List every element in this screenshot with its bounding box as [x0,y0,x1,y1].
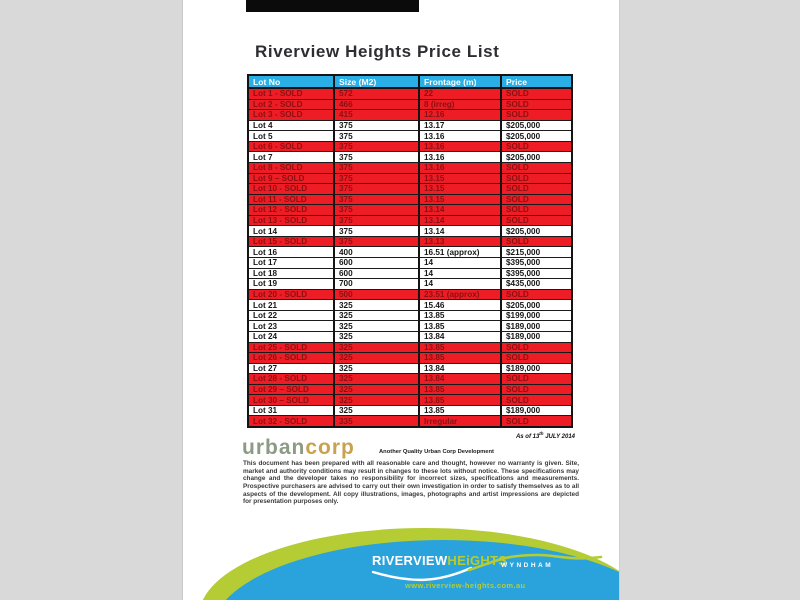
frontage-cell: 14 [420,258,502,268]
size-cell: 375 [335,174,420,184]
frontage-cell: Irregular [420,416,502,426]
size-cell: 375 [335,205,420,215]
size-cell: 466 [335,100,420,110]
table-row [249,237,571,248]
size-cell: 600 [335,258,420,268]
size-cell: 572 [335,89,420,99]
lot-cell: Lot 25 - SOLD [249,343,335,353]
price-cell: SOLD [506,89,529,99]
frontage-cell: 13.14 [420,226,502,236]
table-row [249,195,571,206]
price-cell: SOLD [506,385,529,395]
table-row [249,247,571,258]
scan-artifact-bar [246,0,419,12]
price-cell: $189,000 [506,363,541,373]
column-header-frontage: Frontage (m) [420,76,502,87]
size-cell: 375 [335,226,420,236]
table-row [249,290,571,301]
lot-cell: Lot 4 [249,121,335,131]
lot-cell: Lot 31 [249,406,335,416]
frontage-cell: 14 [420,269,502,279]
price-cell: SOLD [506,205,529,215]
price-cell: SOLD [506,237,529,247]
frontage-cell: 13.14 [420,205,502,215]
frontage-cell: 13.17 [420,121,502,131]
table-row [249,406,571,417]
lot-cell: Lot 9 – SOLD [249,174,335,184]
urbancorp-logo [242,436,355,460]
price-cell: $435,000 [506,279,541,289]
website-url: www.riverview-heights.com.au [405,581,526,590]
size-cell: 325 [335,300,420,310]
lot-cell: Lot 7 [249,152,335,162]
price-cell: SOLD [506,353,529,363]
table-row [249,332,571,343]
price-cell: SOLD [506,142,529,152]
frontage-cell: 13.84 [420,332,502,342]
table-row [249,226,571,237]
lot-cell: Lot 24 [249,332,335,342]
frontage-cell: 8 (irreg) [420,100,502,110]
price-cell: $205,000 [506,152,541,162]
price-cell: SOLD [506,374,529,384]
table-row [249,110,571,121]
table-row [249,258,571,269]
size-cell: 375 [335,152,420,162]
price-cell: $395,000 [506,258,541,268]
size-cell: 375 [335,237,420,247]
frontage-cell: 13.15 [420,195,502,205]
frontage-cell: 13.16 [420,131,502,141]
size-cell: 325 [335,332,420,342]
frontage-cell: 13.13 [420,237,502,247]
frontage-cell: 13.85 [420,385,502,395]
table-row [249,142,571,153]
size-cell: 375 [335,163,420,173]
as-of-superscript: th [539,431,544,436]
lot-cell: Lot 23 [249,321,335,331]
frontage-cell: 13.15 [420,184,502,194]
size-cell: 375 [335,216,420,226]
urbancorp-tagline: Another Quality Urban Corp Development [379,449,494,455]
size-cell: 375 [335,195,420,205]
table-row [249,321,571,332]
column-header-size: Size (M2) [335,76,420,87]
price-cell: SOLD [506,173,529,183]
table-row [249,311,571,322]
table-row [249,163,571,174]
table-row [249,100,571,111]
size-cell: 325 [335,385,420,395]
table-body [249,89,571,426]
lot-cell: Lot 21 [249,300,335,310]
price-cell: $205,000 [506,300,541,310]
price-cell: SOLD [506,342,529,352]
frontage-cell: 13.85 [420,406,502,416]
table-row [249,205,571,216]
frontage-cell: 13.14 [420,216,502,226]
lot-cell: Lot 5 [249,131,335,141]
lot-cell: Lot 19 [249,279,335,289]
lot-cell: Lot 30 – SOLD [249,395,335,405]
size-cell: 375 [335,121,420,131]
frontage-cell: 12.16 [420,110,502,120]
frontage-cell: 13.85 [420,343,502,353]
table-row [249,279,571,290]
lot-cell: Lot 6 - SOLD [249,142,335,152]
table-row [249,216,571,227]
lot-cell: Lot 8 - SOLD [249,163,335,173]
frontage-cell: 13.16 [420,152,502,162]
disclaimer-text: This document has been prepared with all reasonable care and thought, however no warranty is given. Site, market and authority conditions may result in changes to these lots without notice. These specifications may change and the developer takes no responsibility for incorrect sizes, specifications and measurements. Prospective purchasers are advised to carry out their own investigation in order to satisfy themselves as to all aspects of the development. All copy illustrations, images, photographs and artist impressions are depicted for presentation purposes only. [243,460,579,506]
table-row [249,184,571,195]
size-cell: 600 [335,269,420,279]
frontage-cell: 13.85 [420,321,502,331]
table-row [249,395,571,406]
frontage-cell: 13.85 [420,395,502,405]
price-cell: SOLD [506,163,529,173]
column-header-lot-no: Lot No [249,76,335,87]
as-of-suffix: JULY 2014 [543,434,575,440]
lot-cell: Lot 29 – SOLD [249,385,335,395]
size-cell: 335 [335,416,420,426]
lot-cell: Lot 11 - SOLD [249,195,335,205]
size-cell: 500 [335,290,420,300]
lot-cell: Lot 27 [249,364,335,374]
table-row [249,174,571,185]
table-row [249,385,571,396]
table-row [249,353,571,364]
price-cell: SOLD [506,216,529,226]
frontage-cell: 13.16 [420,163,502,173]
lot-cell: Lot 28 - SOLD [249,374,335,384]
size-cell: 325 [335,374,420,384]
table-row [249,300,571,311]
table-row [249,343,571,354]
size-cell: 375 [335,184,420,194]
table-header-row [249,76,571,89]
lot-cell: Lot 13 - SOLD [249,216,335,226]
column-header-price: Price [506,76,528,87]
frontage-cell: 22 [420,89,502,99]
brand-heights: HEiGHTS [447,553,508,568]
size-cell: 325 [335,395,420,405]
size-cell: 325 [335,321,420,331]
size-cell: 325 [335,311,420,321]
price-cell: SOLD [506,395,529,405]
lot-cell: Lot 32 - SOLD [249,416,335,426]
as-of-prefix: As of 13 [515,434,540,440]
size-cell: 400 [335,247,420,257]
size-cell: 325 [335,406,420,416]
table-row [249,416,571,426]
frontage-cell: 13.85 [420,311,502,321]
price-cell: $189,000 [506,406,541,416]
frontage-cell: 13.84 [420,374,502,384]
lot-cell: Lot 12 - SOLD [249,205,335,215]
urbancorp-logo-urban: urban [242,436,306,459]
frontage-cell: 13.15 [420,174,502,184]
price-cell: SOLD [506,110,529,120]
table-row [249,269,571,280]
lot-cell: Lot 18 [249,269,335,279]
price-cell: $189,000 [506,332,541,342]
frontage-cell: 13.84 [420,364,502,374]
brand-riverview: RIVERVIEW [372,553,448,568]
document-page [182,0,620,600]
price-cell: SOLD [506,194,529,204]
price-cell: $215,000 [506,247,541,257]
size-cell: 325 [335,343,420,353]
lot-cell: Lot 15 - SOLD [249,237,335,247]
lot-cell: Lot 14 [249,226,335,236]
lot-cell: Lot 3 - SOLD [249,110,335,120]
frontage-cell: 13.16 [420,142,502,152]
size-cell: 700 [335,279,420,289]
frontage-cell: 14 [420,279,502,289]
size-cell: 325 [335,364,420,374]
table-row [249,364,571,375]
lot-cell: Lot 10 - SOLD [249,184,335,194]
lot-cell: Lot 22 [249,311,335,321]
price-cell: SOLD [506,289,529,299]
price-cell: SOLD [506,184,529,194]
lot-cell: Lot 16 [249,247,335,257]
price-cell: SOLD [506,99,529,109]
price-cell: $395,000 [506,268,541,278]
lot-cell: Lot 1 - SOLD [249,89,335,99]
size-cell: 325 [335,353,420,363]
frontage-cell: 16.51 (approx) [420,247,502,257]
table-row [249,131,571,142]
price-table [247,74,573,428]
lot-cell: Lot 17 [249,258,335,268]
riverview-heights-logo [372,553,507,568]
table-row [249,152,571,163]
frontage-cell: 15.46 [420,300,502,310]
lot-cell: Lot 2 - SOLD [249,100,335,110]
size-cell: 415 [335,110,420,120]
price-cell: $205,000 [506,120,541,130]
lot-cell: Lot 26 - SOLD [249,353,335,363]
brand-location: WYNDHAM [501,562,554,569]
table-row [249,374,571,385]
price-cell: SOLD [506,416,529,426]
price-cell: $199,000 [506,311,541,321]
frontage-cell: 23.51 (approx) [420,290,502,300]
price-cell: $205,000 [506,131,541,141]
size-cell: 375 [335,131,420,141]
price-cell: $189,000 [506,321,541,331]
frontage-cell: 13.85 [420,353,502,363]
table-row [249,89,571,100]
urbancorp-logo-corp: corp [305,436,355,459]
page-title: Riverview Heights Price List [255,42,500,61]
price-cell: $205,000 [506,226,541,236]
lot-cell: Lot 20 - SOLD [249,290,335,300]
size-cell: 375 [335,142,420,152]
table-row [249,121,571,132]
